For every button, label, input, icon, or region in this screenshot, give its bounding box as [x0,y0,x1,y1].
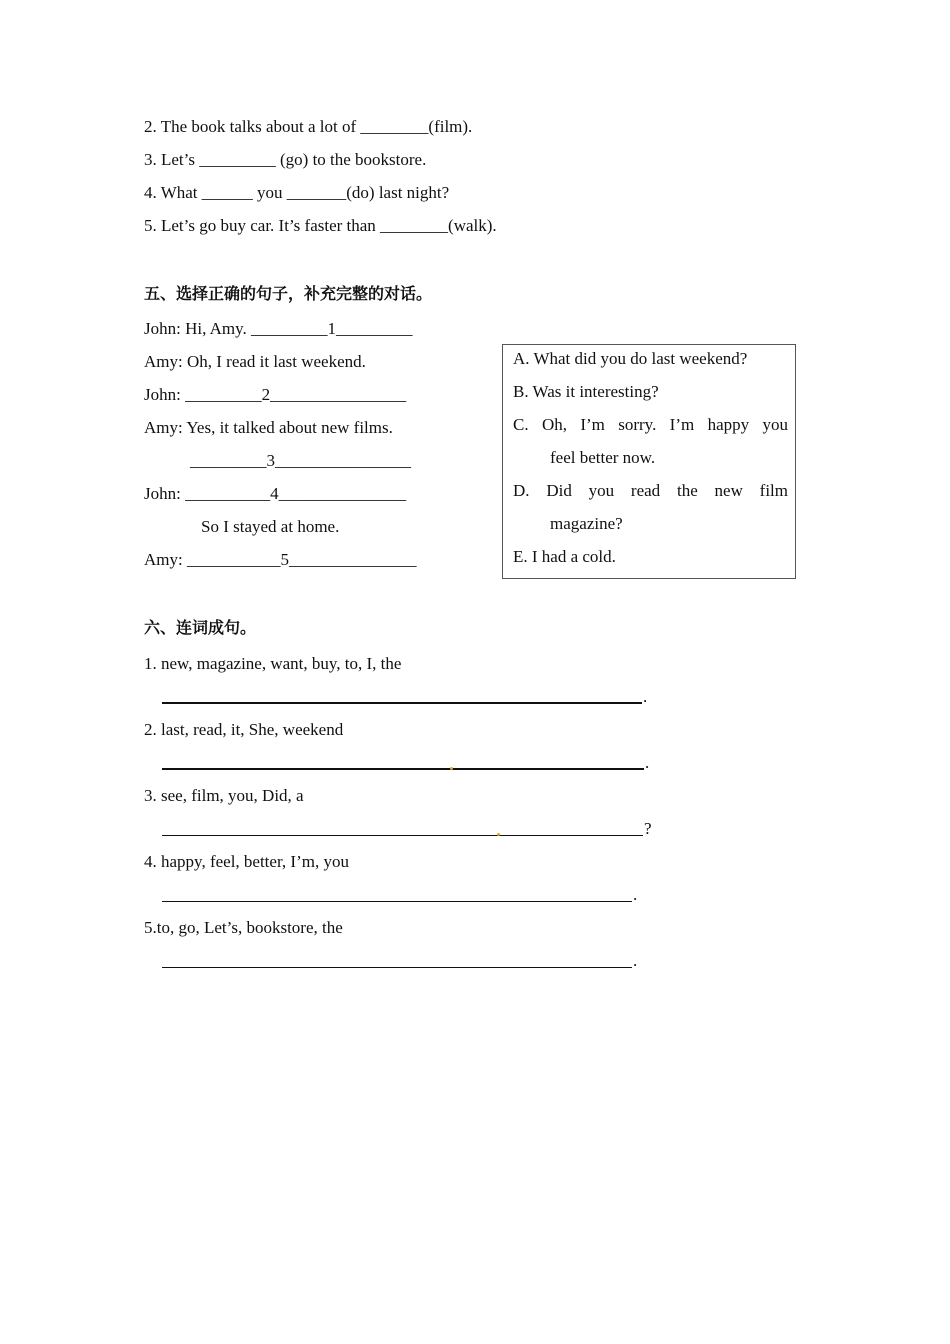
answer-end-4: . [633,885,638,904]
reorder-prompt-5: 5.to, go, Let’s, bookstore, the [144,918,343,937]
dialogue-line-2: Amy: Oh, I read it last weekend. [144,352,366,371]
answer-end-3: ? [644,819,652,838]
dialogue-line-4: Amy: Yes, it talked about new films. [144,418,393,437]
answer-end-5: . [633,951,638,970]
reorder-prompt-4: 4. happy, feel, better, I’m, you [144,852,349,871]
answer-line-1[interactable] [162,686,652,708]
dialogue-line-3: John: _________2________________ [144,385,407,404]
dialogue-line-6: John: __________4_______________ [144,484,407,503]
option-d-cont: magazine? [550,514,623,533]
option-a: A. What did you do last weekend? [513,349,748,368]
option-c: C. Oh, I’m sorry. I’m happy you [513,415,788,434]
options-box [502,344,796,579]
answer-end-2: . [645,753,650,772]
reorder-prompt-1: 1. new, magazine, want, buy, to, I, the [144,654,402,673]
fill-item-2: 2. The book talks about a lot of ________(film). [144,117,473,136]
option-d: D. Did you read the new film [513,481,788,500]
fill-item-3: 3. Let’s _________ (go) to the bookstore. [144,150,427,169]
section6-heading: 六、连词成句。 [144,618,257,637]
answer-line-3[interactable] [162,818,652,840]
section5-heading: 五、选择正确的句子，补充完整的对话。 [144,284,433,303]
option-b: B. Was it interesting? [513,382,659,401]
mark-dot [450,767,453,770]
fill-item-4: 4. What ______ you _______(do) last night? [144,183,450,202]
answer-line-2[interactable] [162,752,652,774]
dialogue-line-7: So I stayed at home. [201,517,340,536]
option-c-cont: feel better now. [550,448,656,467]
answer-line-5[interactable] [162,950,652,972]
option-e: E. I had a cold. [513,547,616,566]
reorder-prompt-3: 3. see, film, you, Did, a [144,786,304,805]
answer-end-1: . [643,687,648,706]
fill-item-5: 5. Let’s go buy car. It’s faster than ________(walk). [144,216,497,235]
answer-line-4[interactable] [162,884,652,906]
reorder-prompt-2: 2. last, read, it, She, weekend [144,720,344,739]
dialogue-line-5: _________3________________ [190,451,411,470]
mark-dot [497,833,500,836]
dialogue-line-8: Amy: ___________5_______________ [144,550,417,569]
dialogue-line-1: John: Hi, Amy. _________1_________ [144,319,413,338]
